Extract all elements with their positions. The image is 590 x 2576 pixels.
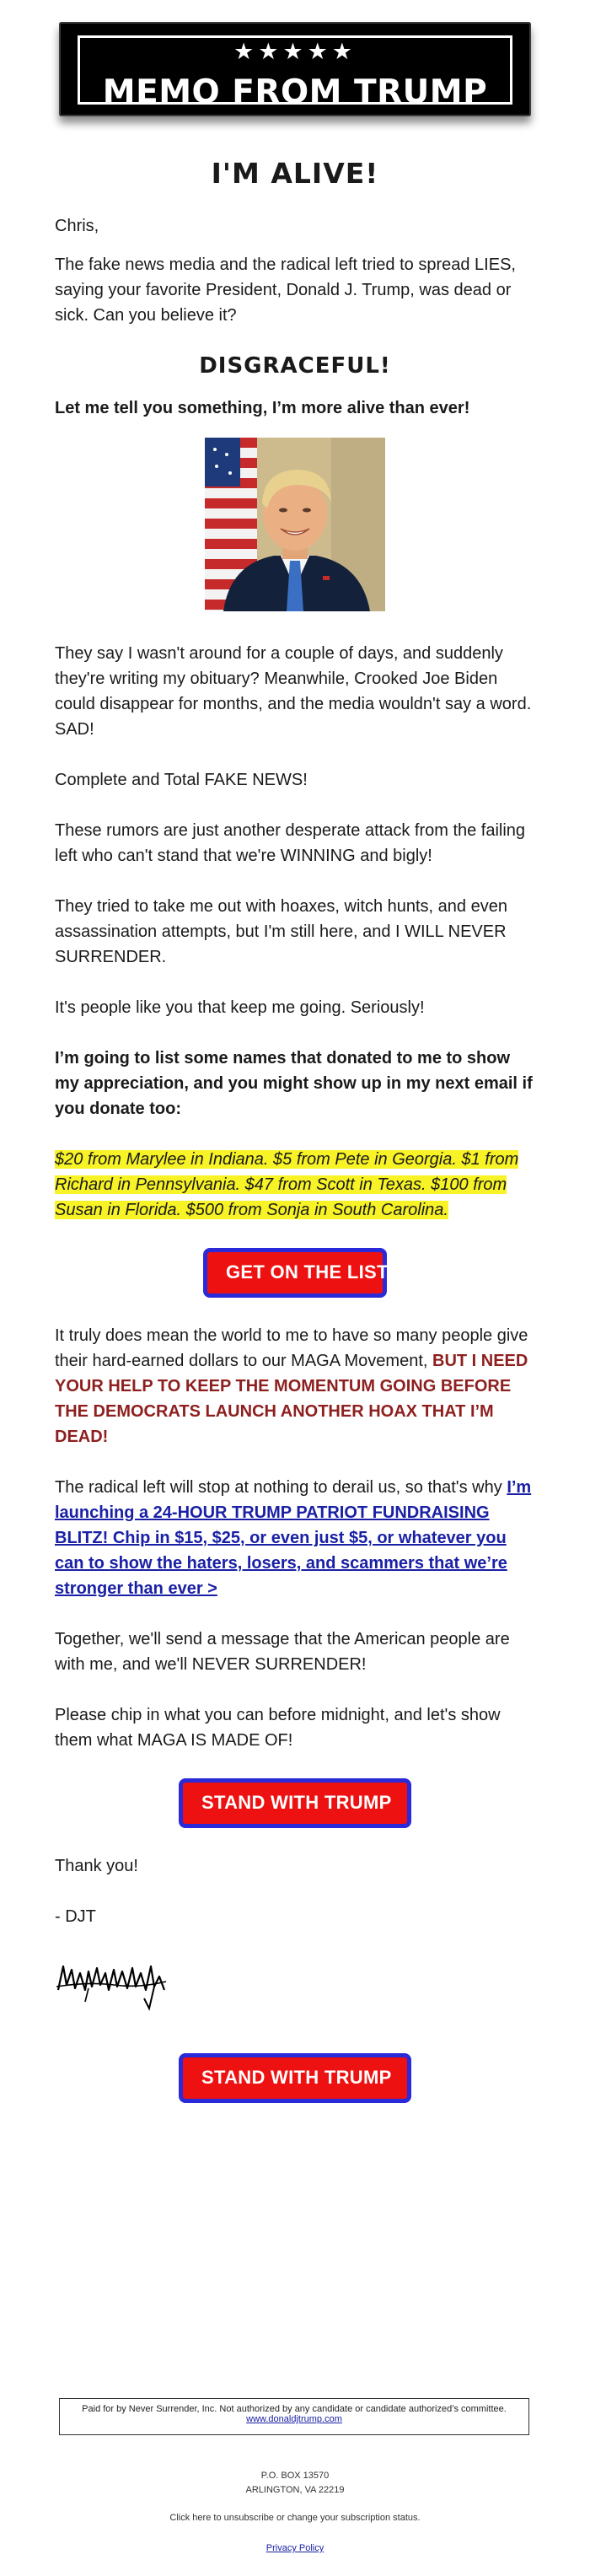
obituary-paragraph: They say I wasn't around for a couple of days, and suddenly they're writing my obituary? Meanwhile, Crooked Joe Biden could disappear for months, and the media wouldn't say a word. SAD!: [55, 644, 532, 739]
banner-plate: [59, 22, 531, 116]
momentum-alert-text: BUT I NEED YOUR HELP TO KEEP THE MOMENTUM GOING BEFORE THE DEMOCRATS LAUNCH ANOTHER HOAX THAT I’M DEAD!: [55, 1352, 528, 1446]
get-on-the-list-button[interactable]: GET ON THE LIST: [203, 1248, 387, 1298]
paid-for-text: Paid for by Never Surrender, Inc. Not authorized by any candidate or candidate authorized’s committee.: [82, 2404, 507, 2414]
rumors-paragraph: These rumors are just another desperate attack from the failing left who can't stand that we're WINNING and bigly!: [55, 821, 526, 865]
chip-in-paragraph: Please chip in what you can before midnight, and let's show them what MAGA IS MADE OF!: [55, 1706, 501, 1750]
intro-paragraph: The fake news media and the radical left tried to spread LIES, saying your favorite President, Donald J. Trump, was dead or sick. Can you believe it?: [55, 255, 516, 325]
hoaxes-paragraph: They tried to take me out with hoaxes, witch hunts, and even assassination attempts, but I'm still here, and I WILL NEVER SURRENDER.: [55, 897, 507, 966]
donor-list-text: $20 from Marylee in Indiana. $5 from Pete in Georgia. $1 from Richard in Pennsylvania. $47 from Scott in Texas. $100 from Susan in Florida. $500 from Sonja in South Carolina.: [55, 1150, 519, 1219]
world-paragraph: [55, 1323, 535, 1449]
headline: I'M ALIVE!: [211, 157, 379, 190]
mailing-address: [0, 2469, 590, 2498]
cta-stand-wrap-2: [55, 2053, 535, 2103]
signoff: - DJT: [55, 1907, 96, 1926]
signature-image: [55, 1948, 535, 2019]
people-paragraph: It's people like you that keep me going. Seriously!: [55, 998, 425, 1017]
donor-names-intro: I’m going to list some names that donated to me to show my appreciation, and you might show up in my next email if you donate too:: [55, 1049, 533, 1118]
banner-title: MEMO FROM TRUMP: [102, 73, 488, 111]
privacy-policy-link[interactable]: Privacy Policy: [266, 2543, 324, 2553]
signature-icon: [55, 1948, 173, 2015]
cta-list-wrap: [55, 1248, 535, 1298]
fake-news-paragraph: Complete and Total FAKE NEWS!: [55, 771, 308, 789]
radical-text: The radical left will stop at nothing to derail us, so that's why: [55, 1478, 507, 1497]
stand-with-trump-button[interactable]: STAND WITH TRUMP: [179, 1778, 411, 1828]
radical-paragraph: [55, 1475, 535, 1601]
po-box: P.O. BOX 13570: [260, 2471, 330, 2481]
website-link[interactable]: www.donaldjtrump.com: [246, 2414, 342, 2424]
disclaimer-box: [59, 2398, 529, 2435]
trump-portrait-image: [205, 438, 385, 611]
subheadline: DISGRACEFUL!: [199, 353, 391, 379]
greeting: Chris,: [55, 217, 99, 235]
unsubscribe-text[interactable]: Click here to unsubscribe or change your subscription status.: [169, 2513, 421, 2523]
stand-with-trump-button-bottom[interactable]: STAND WITH TRUMP: [179, 2053, 411, 2103]
fundraising-blitz-link[interactable]: I’m launching a 24-HOUR TRUMP PATRIOT FUNDRAISING BLITZ! Chip in $15, $25, or even just $5, or whatever you can to show the haters, losers, and scammers that we’re stronger than ever >: [55, 1478, 532, 1598]
world-text: It truly does mean the world to me to have so many people give their hard-earned dollars to our MAGA Movement,: [55, 1326, 528, 1370]
memo-banner: [59, 22, 531, 116]
banner-stars: ★★★★★: [225, 40, 365, 63]
city-state-zip: ARLINGTON, VA 22219: [245, 2485, 345, 2495]
privacy-policy-wrap: [0, 2543, 590, 2553]
cta-stand-wrap-1: [55, 1778, 535, 1828]
photo-container: [55, 438, 535, 616]
banner-frame: [78, 35, 512, 111]
thank-you: Thank you!: [55, 1857, 138, 1875]
donor-list: [55, 1147, 535, 1223]
together-paragraph: Together, we'll send a message that the American people are with me, and we'll NEVER SURRENDER!: [55, 1630, 510, 1674]
alive-line: Let me tell you something, I’m more alive than ever!: [55, 399, 470, 417]
email-body: [55, 157, 535, 2103]
